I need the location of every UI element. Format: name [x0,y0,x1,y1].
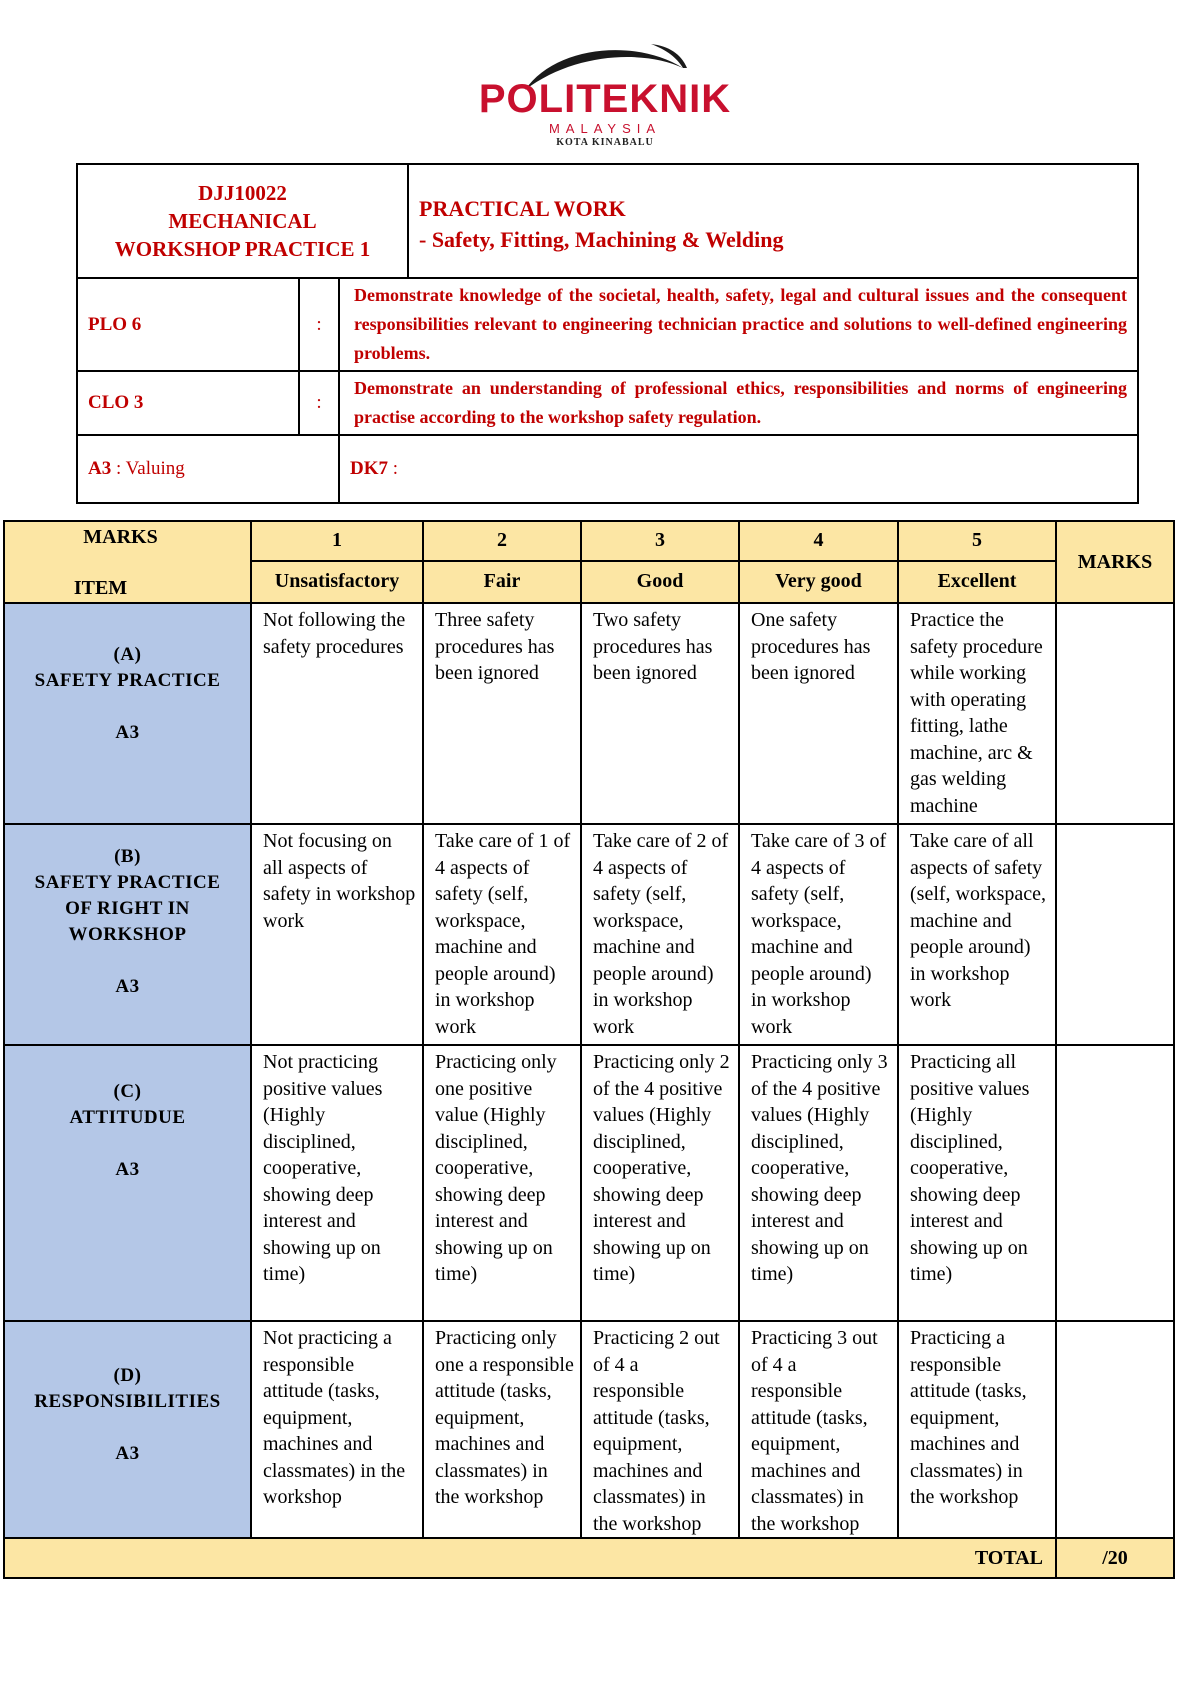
practical-work-cell [408,164,1138,278]
plo-colon: : [299,278,339,371]
item-domain: A3 [115,975,140,997]
descriptor-cell: Practicing all positive values (Highly disciplined, cooperative, showing deep interest and showing up on time) [898,1045,1056,1321]
scale-label-1: Unsatisfactory [251,561,423,603]
domain-value: : Valuing [115,458,185,479]
item-domain: A3 [115,1159,140,1180]
marks-input-cell[interactable] [1056,1321,1174,1538]
descriptor-cell: Take care of 3 of 4 aspects of safety (self, workspace, machine and people around) in workshop work [739,824,898,1045]
total-label: TOTAL [4,1538,1056,1578]
item-name: RESPONSIBILITIES [34,1390,221,1412]
corner-item-label: ITEM [73,577,128,599]
descriptor-cell: Practicing only 2 of the 4 positive values (Highly disciplined, cooperative, showing deep interest and showing up on time) [581,1045,739,1321]
practical-title: PRACTICAL WORK [419,196,626,221]
marks-input-cell[interactable] [1056,824,1174,1045]
clo-colon: : [299,371,339,435]
item-name: ATTITUDUE [69,1107,186,1128]
dk-cell [339,435,1138,503]
plo-label: PLO 6 [77,278,299,371]
course-name-line1: MECHANICAL [168,209,317,233]
descriptor-cell: Practicing only one a responsible attitude (tasks, equipment, machines and classmates) in the workshop [423,1321,581,1538]
logo-wordmark: POLITEKNIK [478,77,732,121]
item-letter: (C) [113,1081,142,1102]
scale-number-1: 1 [251,521,423,561]
marks-input-cell[interactable] [1056,603,1174,824]
descriptor-cell: Practicing a responsible attitude (tasks, equipment, machines and classmates) in the workshop [898,1321,1056,1538]
dk-value: : [392,458,399,479]
scale-label-2: Fair [423,561,581,603]
rubric-row-safety-practice-workshop [4,824,1174,1045]
rubric-table [3,520,1175,1579]
marks-header: MARKS [1056,521,1174,603]
corner-cell [4,521,251,603]
scale-number-5: 5 [898,521,1056,561]
domain-cell [77,435,339,503]
scale-number-3: 3 [581,521,739,561]
item-cell-b [4,824,251,1045]
rubric-header-row-1 [4,521,1174,561]
rubric-row-responsibilities [4,1321,1174,1538]
item-cell-c [4,1045,251,1321]
item-cell-a [4,603,251,824]
clo-label: CLO 3 [77,371,299,435]
descriptor-cell: Not following the safety procedures [251,603,423,824]
politeknik-logo [455,38,755,148]
descriptor-cell: Not practicing a responsible attitude (tasks, equipment, machines and classmates) in the workshop [251,1321,423,1538]
rubric-total-row [4,1538,1174,1578]
descriptor-cell: Three safety procedures has been ignored [423,603,581,824]
scale-number-2: 2 [423,521,581,561]
item-name-line: SAFETY PRACTICE [34,871,221,893]
descriptor-cell: Take care of all aspects of safety (self, workspace, machine and people around) in workshop work [898,824,1056,1045]
scale-label-4: Very good [739,561,898,603]
domain-label: A3 [88,458,112,479]
descriptor-cell: Practice the safety procedure while working with operating fitting, lathe machine, arc & gas welding machine [898,603,1056,824]
corner-marks-label: MARKS [83,526,158,548]
course-code: DJJ10022 [198,181,287,205]
scale-label-3: Good [581,561,739,603]
course-info-table [76,163,1139,504]
plo-description: Demonstrate knowledge of the societal, health, safety, legal and cultural issues and the consequent responsibilities relevant to engineering technician practice and solutions to well-defined engineering problems. [339,278,1138,371]
descriptor-cell: Practicing 2 out of 4 a responsible attitude (tasks, equipment, machines and classmates) in the workshop [581,1321,739,1538]
descriptor-cell: Take care of 2 of 4 aspects of safety (self, workspace, machine and people around) in workshop work [581,824,739,1045]
scale-number-4: 4 [739,521,898,561]
descriptor-cell: Practicing 3 out of 4 a responsible attitude (tasks, equipment, machines and classmates) in the workshop [739,1321,898,1538]
descriptor-cell: One safety procedures has been ignored [739,603,898,824]
item-name-line: OF RIGHT IN [65,897,190,919]
item-letter: (D) [113,1364,142,1386]
course-name-line2: WORKSHOP PRACTICE 1 [114,237,371,261]
scale-label-5: Excellent [898,561,1056,603]
item-name: SAFETY PRACTICE [34,669,221,691]
descriptor-cell: Take care of 1 of 4 aspects of safety (self, workspace, machine and people around) in workshop work [423,824,581,1045]
rubric-row-safety-practice [4,603,1174,824]
practical-subtitle: - Safety, Fitting, Machining & Welding [419,227,784,252]
total-value: /20 [1056,1538,1174,1578]
item-letter: (A) [113,643,142,665]
descriptor-cell: Two safety procedures has been ignored [581,603,739,824]
dk-label: DK7 [350,458,388,479]
descriptor-cell: Not focusing on all aspects of safety in workshop work [251,824,423,1045]
logo-campus: KOTA KINABALU [556,137,654,148]
item-domain: A3 [115,721,140,743]
clo-description: Demonstrate an understanding of professional ethics, responsibilities and norms of engineering practise according to the workshop safety regulation. [339,371,1138,435]
marks-input-cell[interactable] [1056,1045,1174,1321]
descriptor-cell: Practicing only 3 of the 4 positive values (Highly disciplined, cooperative, showing deep interest and showing up on time) [739,1045,898,1321]
course-title-cell [77,164,408,278]
descriptor-cell: Not practicing positive values (Highly disciplined, cooperative, showing deep interest and showing up on time) [251,1045,423,1321]
item-cell-d [4,1321,251,1538]
item-name-line: WORKSHOP [68,923,187,945]
item-domain: A3 [115,1442,140,1464]
rubric-row-attitude [4,1045,1174,1321]
descriptor-cell: Practicing only one positive value (Highly disciplined, cooperative, showing deep interest and showing up on time) [423,1045,581,1321]
item-letter: (B) [114,845,141,867]
logo-country: MALAYSIA [548,121,662,136]
